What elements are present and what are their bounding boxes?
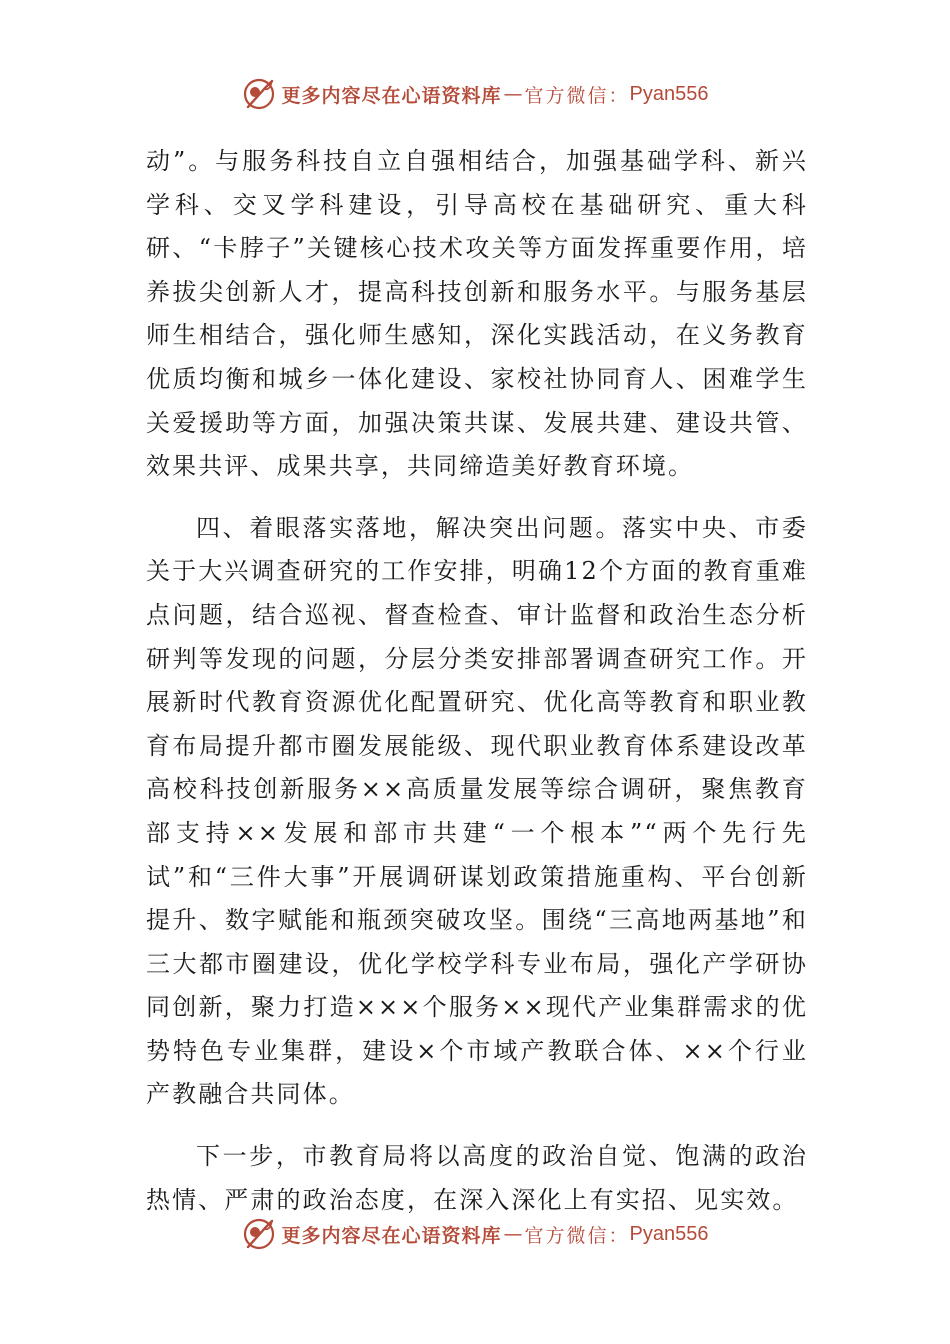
- watermark-dash: —: [503, 83, 523, 105]
- quill-logo-icon: [242, 1217, 276, 1251]
- quill-logo-icon: [242, 77, 276, 111]
- watermark-banner-top: [0, 72, 950, 116]
- watermark-wechat-id: Pyan556: [629, 82, 709, 105]
- paragraph-continued: 动”。与服务科技自立自强相结合，加强基础学科、新兴学科、交叉学科建设，引导高校在基础研究、重大科研、“卡脖子”关键核心技术攻关等方面发挥重要作用，培养拔尖创新人才，提高科技创新和服务水平。与服务基层师生相结合，强化师生感知，深化实践活动，在义务教育优质均衡和城乡一体化建设、家校社协同育人、困难学生关爱援助等方面，加强决策共谋、发展共建、建设共管、效果共评、成果共享，共同缔造美好教育环境。: [146, 147, 808, 481]
- watermark-site-name: 更多内容尽在心语资料库: [281, 84, 502, 107]
- watermark-wechat-id: Pyan556: [629, 1222, 709, 1245]
- paragraph-section-four: 四、着眼落实落地，解决突出问题。落实中央、市委关于大兴调查研究的工作安排，明确12个方面的教育重难点问题，结合巡视、督查检查、审计监督和政治生态分析研判等发现的问题，分层分类安排部署调查研究工作。开展新时代教育资源优化配置研究、优化高等教育和职业教育布局提升都市圈发展能级、现代职业教育体系建设改革高校科技创新服务××高质量发展等综合调研，聚焦教育部支持××发展和部市共建“一个根本”“两个先行先试”和“三件大事”开展调研谋划政策措施重构、平台创新提升、数字赋能和瓶颈突破攻坚。围绕“三高地两基地”和三大都市圈建设，优化学校学科专业布局，强化产学研协同创新，聚力打造×××个服务××现代产业集群需求的优势特色专业集群，建设×个市域产教联合体、××个行业产教融合共同体。: [146, 513, 808, 1109]
- watermark-banner-bottom: [0, 1212, 950, 1256]
- watermark-wechat-label: 官方微信：: [524, 1224, 630, 1247]
- watermark-wechat-label: 官方微信：: [524, 84, 630, 107]
- document-body: [146, 140, 808, 1222]
- paragraph-next-step: 下一步，市教育局将以高度的政治自觉、饱满的政治热情、严肃的政治态度，在深入深化上有实招、见实效。: [146, 1142, 808, 1214]
- watermark-site-name: 更多内容尽在心语资料库: [281, 1224, 502, 1247]
- watermark-dash: —: [503, 1223, 523, 1245]
